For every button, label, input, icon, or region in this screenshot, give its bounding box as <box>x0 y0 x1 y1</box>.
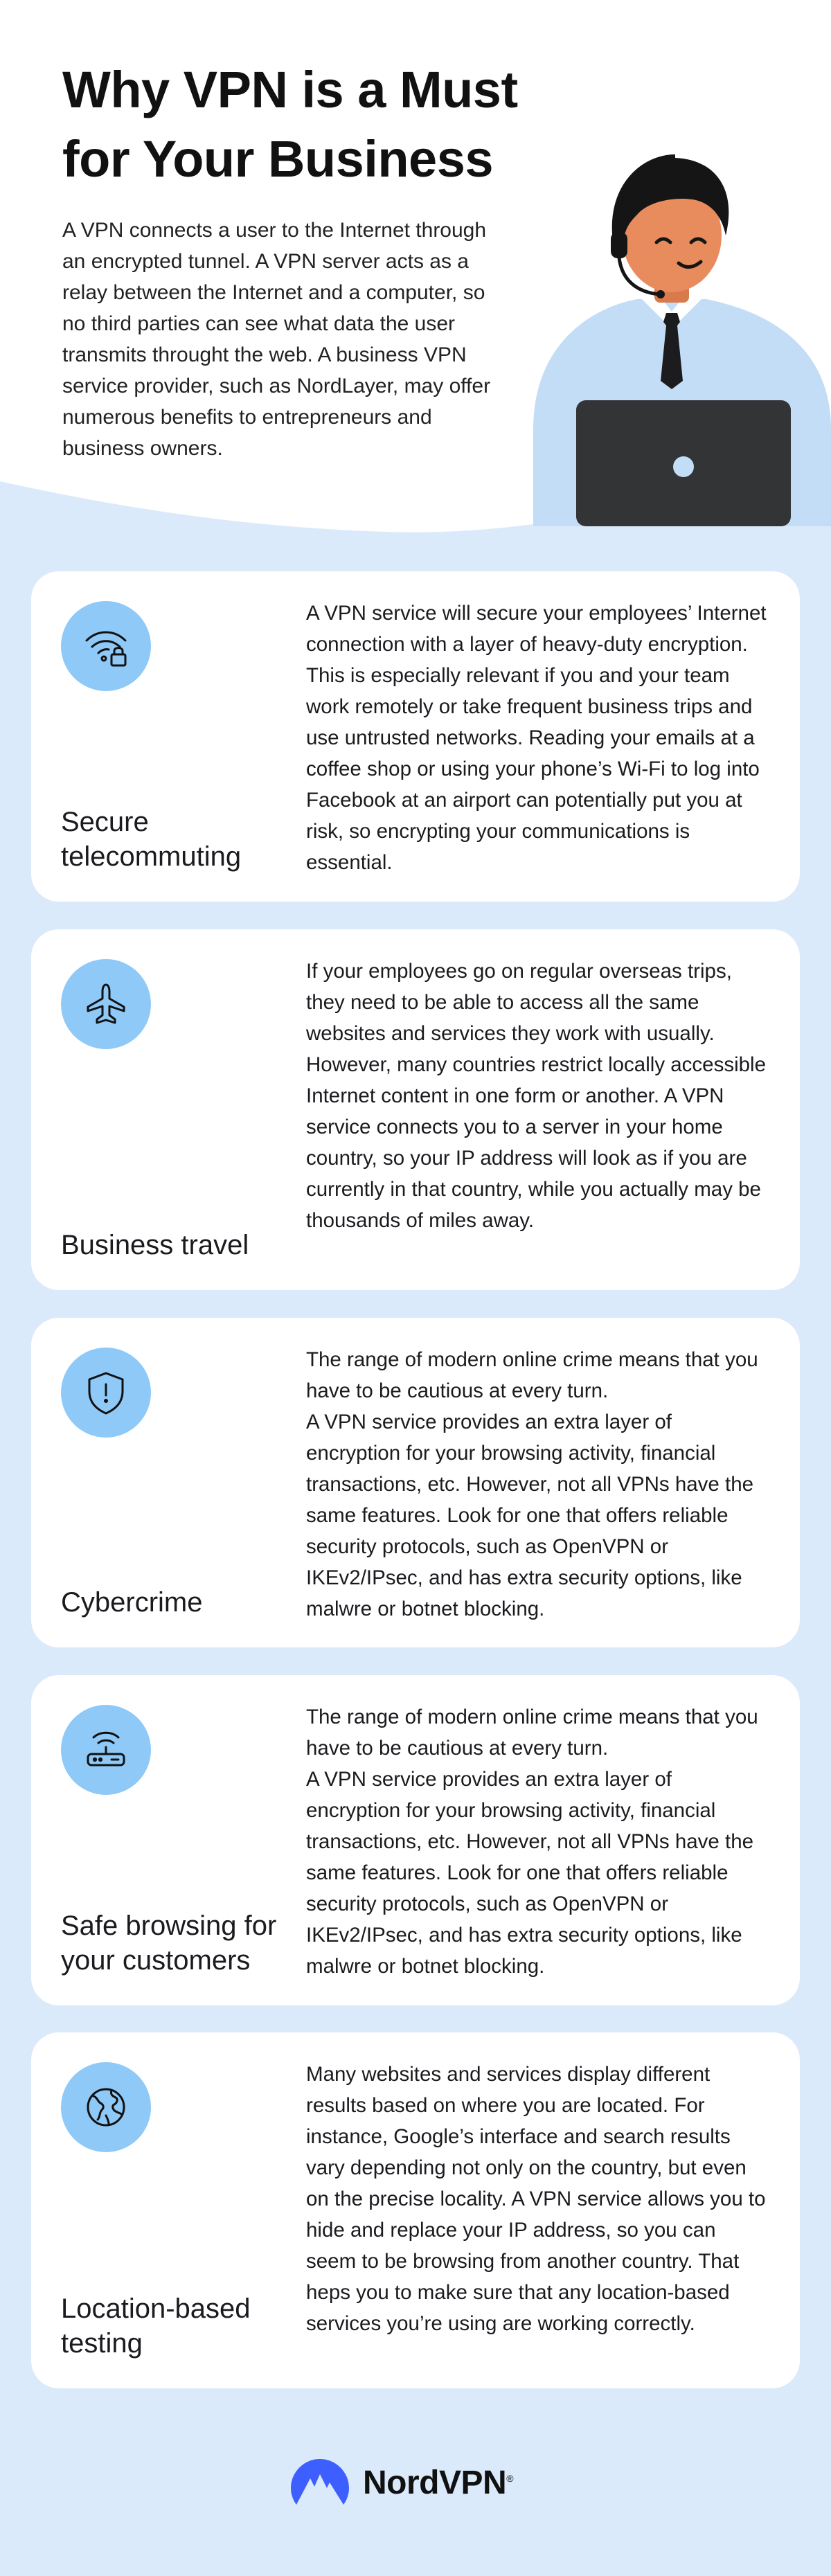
person-with-laptop-illustration <box>506 138 831 526</box>
page-title: Why VPN is a Must for Your Business <box>62 61 518 188</box>
card-text: Many websites and services display different results based on where you are located. For instance, Google’s interface and search results vary depending not only on the country, but even on the precise locality. A VPN service allows you to hide and replace your IP address, so you can seem to be browsing from another country. That heps you to make sure that any location-based services you’re using are working correctly. <box>306 2063 766 2335</box>
card-safe-browsing <box>31 1675 800 2005</box>
card-text: The range of modern online crime means that you have to be cautious at every turn. A VPN service provides an extra layer of encryption for your browsing activity, financial transactions, etc. However, not all VPNs have the same features. Look for one that offers reliable security protocols, such as OpenVPN or IKEv2/IPsec, and has extra security options, like malwre or botnet blocking. <box>306 1348 758 1620</box>
wifi-lock-icon <box>61 601 151 691</box>
hero-section <box>0 0 831 540</box>
shield-alert-icon <box>61 1348 151 1438</box>
brand-text: NordVPN <box>363 2464 507 2501</box>
card-cybercrime <box>31 1318 800 1647</box>
hero-description: A VPN connects a user to the Internet through an encrypted tunnel. A VPN server acts as a relay between the Internet and a computer, so no third parties can see what data the user transmits throught the web. A business VPN service provider, such as NordLayer, may offer numerous benefits to entrepreneurs and business owners. <box>62 219 491 460</box>
card-text: A VPN service will secure your employees’ Internet connection with a layer of heavy-duty encryption. This is especially relevant if you and your team work remotely or take frequent business trips and use untrusted networks. Reading your emails at a coffee shop or using your phone’s Wi-Fi to log into Facebook at an airport can potentially put you at risk, so encrypting your communications is essential. <box>306 602 767 874</box>
card-location-based-testing <box>31 2032 800 2388</box>
card-title: Cybercrime <box>61 1587 203 1618</box>
card-text: The range of modern online crime means that you have to be cautious at every turn. A VPN service provides an extra layer of encryption for your browsing activity, financial transactions, etc. However, not all VPNs have the same features. Look for one that offers reliable security protocols, such as OpenVPN or IKEv2/IPsec, and has extra security options, like malwre or botnet blocking. <box>306 1706 758 1978</box>
trademark-symbol: ® <box>506 2472 514 2484</box>
card-title: Location-based testing <box>61 2293 251 2359</box>
card-title: Safe browsing for your customers <box>61 1911 277 1976</box>
brand-name <box>363 2464 513 2502</box>
card-title: Secure telecommuting <box>61 807 242 872</box>
card-title: Business travel <box>61 1230 249 1260</box>
globe-icon <box>61 2062 151 2152</box>
router-icon <box>61 1705 151 1795</box>
card-business-travel <box>31 929 800 1290</box>
nordvpn-mountain-logo-icon <box>289 2458 350 2507</box>
airplane-icon <box>61 959 151 1049</box>
card-secure-telecommuting <box>31 571 800 902</box>
nordvpn-logo <box>289 2455 542 2510</box>
card-text: If your employees go on regular overseas trips, they need to be able to access all the same websites and services they work with usually. However, many countries restrict locally accessible Internet content in one form or another. A VPN service connects you to a server in your home country, so your IP address will look as if you are currently in that country, while you actually may be thousands of miles away. <box>306 960 766 1232</box>
